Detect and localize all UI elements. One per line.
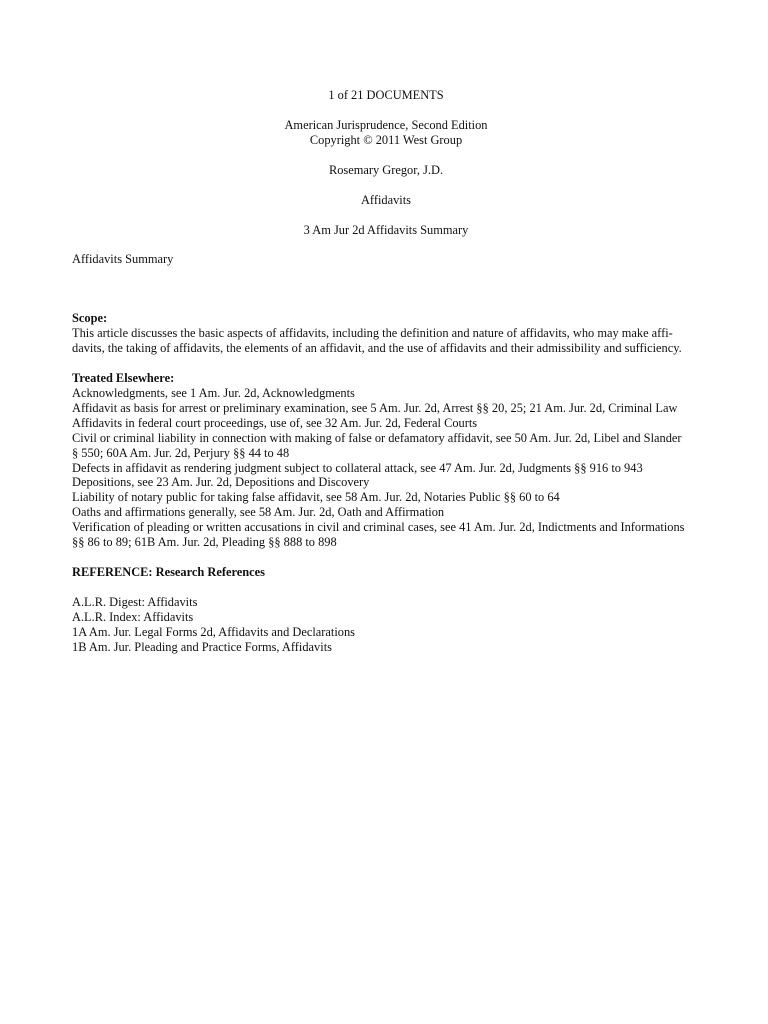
scope-text-line: This article discusses the basic aspects of affidavits, including the definition and nature of affidavits, who may make affi- xyxy=(72,326,673,341)
scope-heading: Scope: xyxy=(72,311,108,326)
treated-elsewhere-item: § 550; 60A Am. Jur. 2d, Perjury §§ 44 to 48 xyxy=(72,445,290,460)
reference-item: A.L.R. Index: Affidavits xyxy=(72,609,194,624)
reference-item: 1A Am. Jur. Legal Forms 2d, Affidavits and Declarations xyxy=(72,624,355,639)
treated-elsewhere-section xyxy=(72,371,700,550)
treated-elsewhere-item: Defects in affidavit as rendering judgment subject to collateral attack, see 47 Am. Jur. 2d, Judgments §§ 916 to 943 xyxy=(72,460,643,475)
document-count: 1 of 21 DOCUMENTS xyxy=(328,88,444,102)
treated-elsewhere-item: Civil or criminal liability in connection with making of false or defamatory affidavit, see 50 Am. Jur. 2d, Libel and Slander xyxy=(72,430,682,445)
treated-elsewhere-item: Depositions, see 23 Am. Jur. 2d, Depositions and Discovery xyxy=(72,475,370,490)
reference-item: A.L.R. Digest: Affidavits xyxy=(72,594,198,609)
treated-elsewhere-item: Oaths and affirmations generally, see 58 Am. Jur. 2d, Oath and Affirmation xyxy=(72,505,445,520)
treated-elsewhere-heading: Treated Elsewhere: xyxy=(72,371,175,386)
summary-title: Affidavits Summary xyxy=(72,252,174,267)
document-body xyxy=(72,88,700,654)
references-heading: REFERENCE: Research References xyxy=(72,564,265,579)
scope-section xyxy=(72,311,700,356)
treated-elsewhere-item: Liability of notary public for taking false affidavit, see 58 Am. Jur. 2d, Notaries Public §§ 60 to 64 xyxy=(72,490,560,505)
treated-elsewhere-item: §§ 86 to 89; 61B Am. Jur. 2d, Pleading §§ 888 to 898 xyxy=(72,535,337,550)
copyright-line: Copyright © 2011 West Group xyxy=(309,132,463,147)
treated-elsewhere-item: Affidavit as basis for arrest or preliminary examination, see 5 Am. Jur. 2d, Arrest §§ 20, 25; 21 Am. Jur. 2d, Criminal Law xyxy=(72,400,678,415)
references-section xyxy=(72,565,700,655)
author-name: Rosemary Gregor, J.D. xyxy=(328,162,444,177)
scope-text-line: davits, the taking of affidavits, the elements of an affidavit, and the use of affidavits and their admissibility and sufficiency. xyxy=(72,341,682,356)
topic-title: Affidavits xyxy=(360,192,412,207)
treated-elsewhere-item: Verification of pleading or written accusations in civil and criminal cases, see 41 Am. Jur. 2d, Indictments and Informations xyxy=(72,520,685,535)
publication-title: American Jurisprudence, Second Edition xyxy=(284,117,488,132)
reference-item: 1B Am. Jur. Pleading and Practice Forms, Affidavits xyxy=(72,639,332,654)
treated-elsewhere-item: Acknowledgments, see 1 Am. Jur. 2d, Acknowledgments xyxy=(72,385,355,400)
citation-line: 3 Am Jur 2d Affidavits Summary xyxy=(303,222,469,237)
treated-elsewhere-item: Affidavits in federal court proceedings, use of, see 32 Am. Jur. 2d, Federal Courts xyxy=(72,415,478,430)
